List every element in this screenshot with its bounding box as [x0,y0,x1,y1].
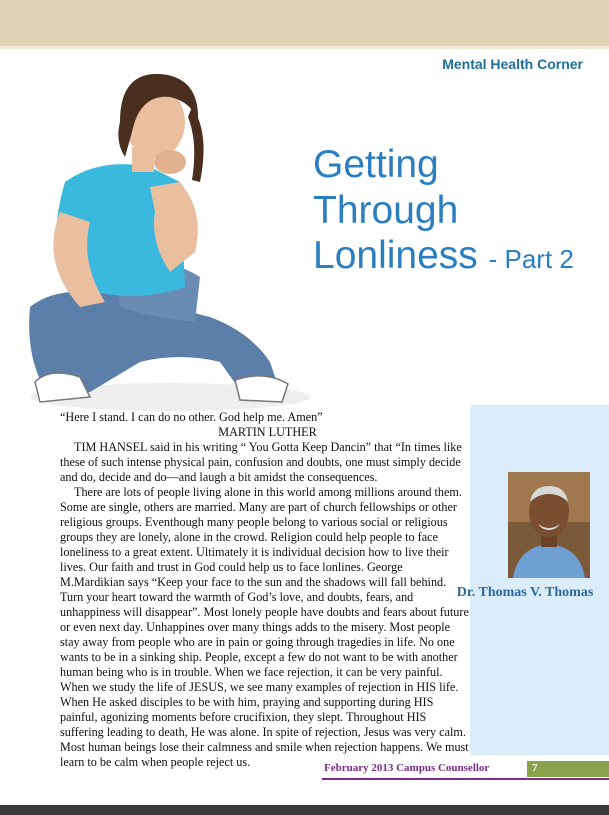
paragraph: TIM HANSEL said in his writing “ You Gotta Keep Dancin” that “In times like these of such intense physical pain, confusion and doubts, one must simply decide and do, decide and do—and laugh a bit amidst the consequences. [60,440,462,484]
title-line-1: Getting [313,143,439,186]
top-band-divider [0,46,609,49]
paragraph: There are lots of people living alone in this world among millions around them. Some are single, others are married. Many are part of church fellowships or other religious groups. Eventhough many people belong to various social or religious groups they are lonely, alone in the crowd. Religion could help people to face loneliness to a great extent. Ultimately it is individual decision how to live their lives. Our faith and trust in God could help us to face lonlines. George M.Mardikian says “Keep your face to the sun and the shadows will fall behind. Turn your heart toward the warmth of God’s love, and doubts, fears, and unhappiness will disappear”. Most lonely people have doubts and fears about future or even next day. Unhappines over many things adds to the misery. Most people stay away from people who are in pain or going through tragedies in life. No one wants to be in a sinking ship. People, except a few do not want to be with another human being who is in trouble. When we face rejection, it can be very painful. When we study the life of JESUS, we see many examples of rejection in HIS life. When He asked disciples to be with him, praying and supporting during HIS painful, agonizing moments before crucifixion, they slept. Throughout HIS suffering leading to death, He was alone. In spite of rejection, Jesus was very calm. Most human beings lose their calmness and smile when rejection happens. We must learn to be calm when people reject us. [60,485,469,769]
quote-attribution: MARTIN LUTHER [218,425,317,439]
article-photo-girl [20,62,310,417]
title-main: Lonliness [313,234,478,278]
title-part: - Part 2 [488,244,574,275]
author-name: Dr. Thomas V. Thomas [456,585,594,600]
title-line-3 [313,233,574,279]
opening-quote: “Here I stand. I can do no other. God help me. Amen” [60,410,323,424]
article-body [60,410,470,770]
bottom-bar [0,805,609,815]
title-line-2: Through [313,188,459,232]
page-footer [322,761,609,777]
issue-label: February 2013 Campus Counsellor [324,762,490,774]
author-panel [470,405,609,755]
section-label: Mental Health Corner [442,56,583,72]
article-title [313,142,574,279]
footer-rule [322,778,609,780]
author-photo [508,472,590,578]
top-band [0,0,609,46]
page-number: 7 [532,762,538,774]
